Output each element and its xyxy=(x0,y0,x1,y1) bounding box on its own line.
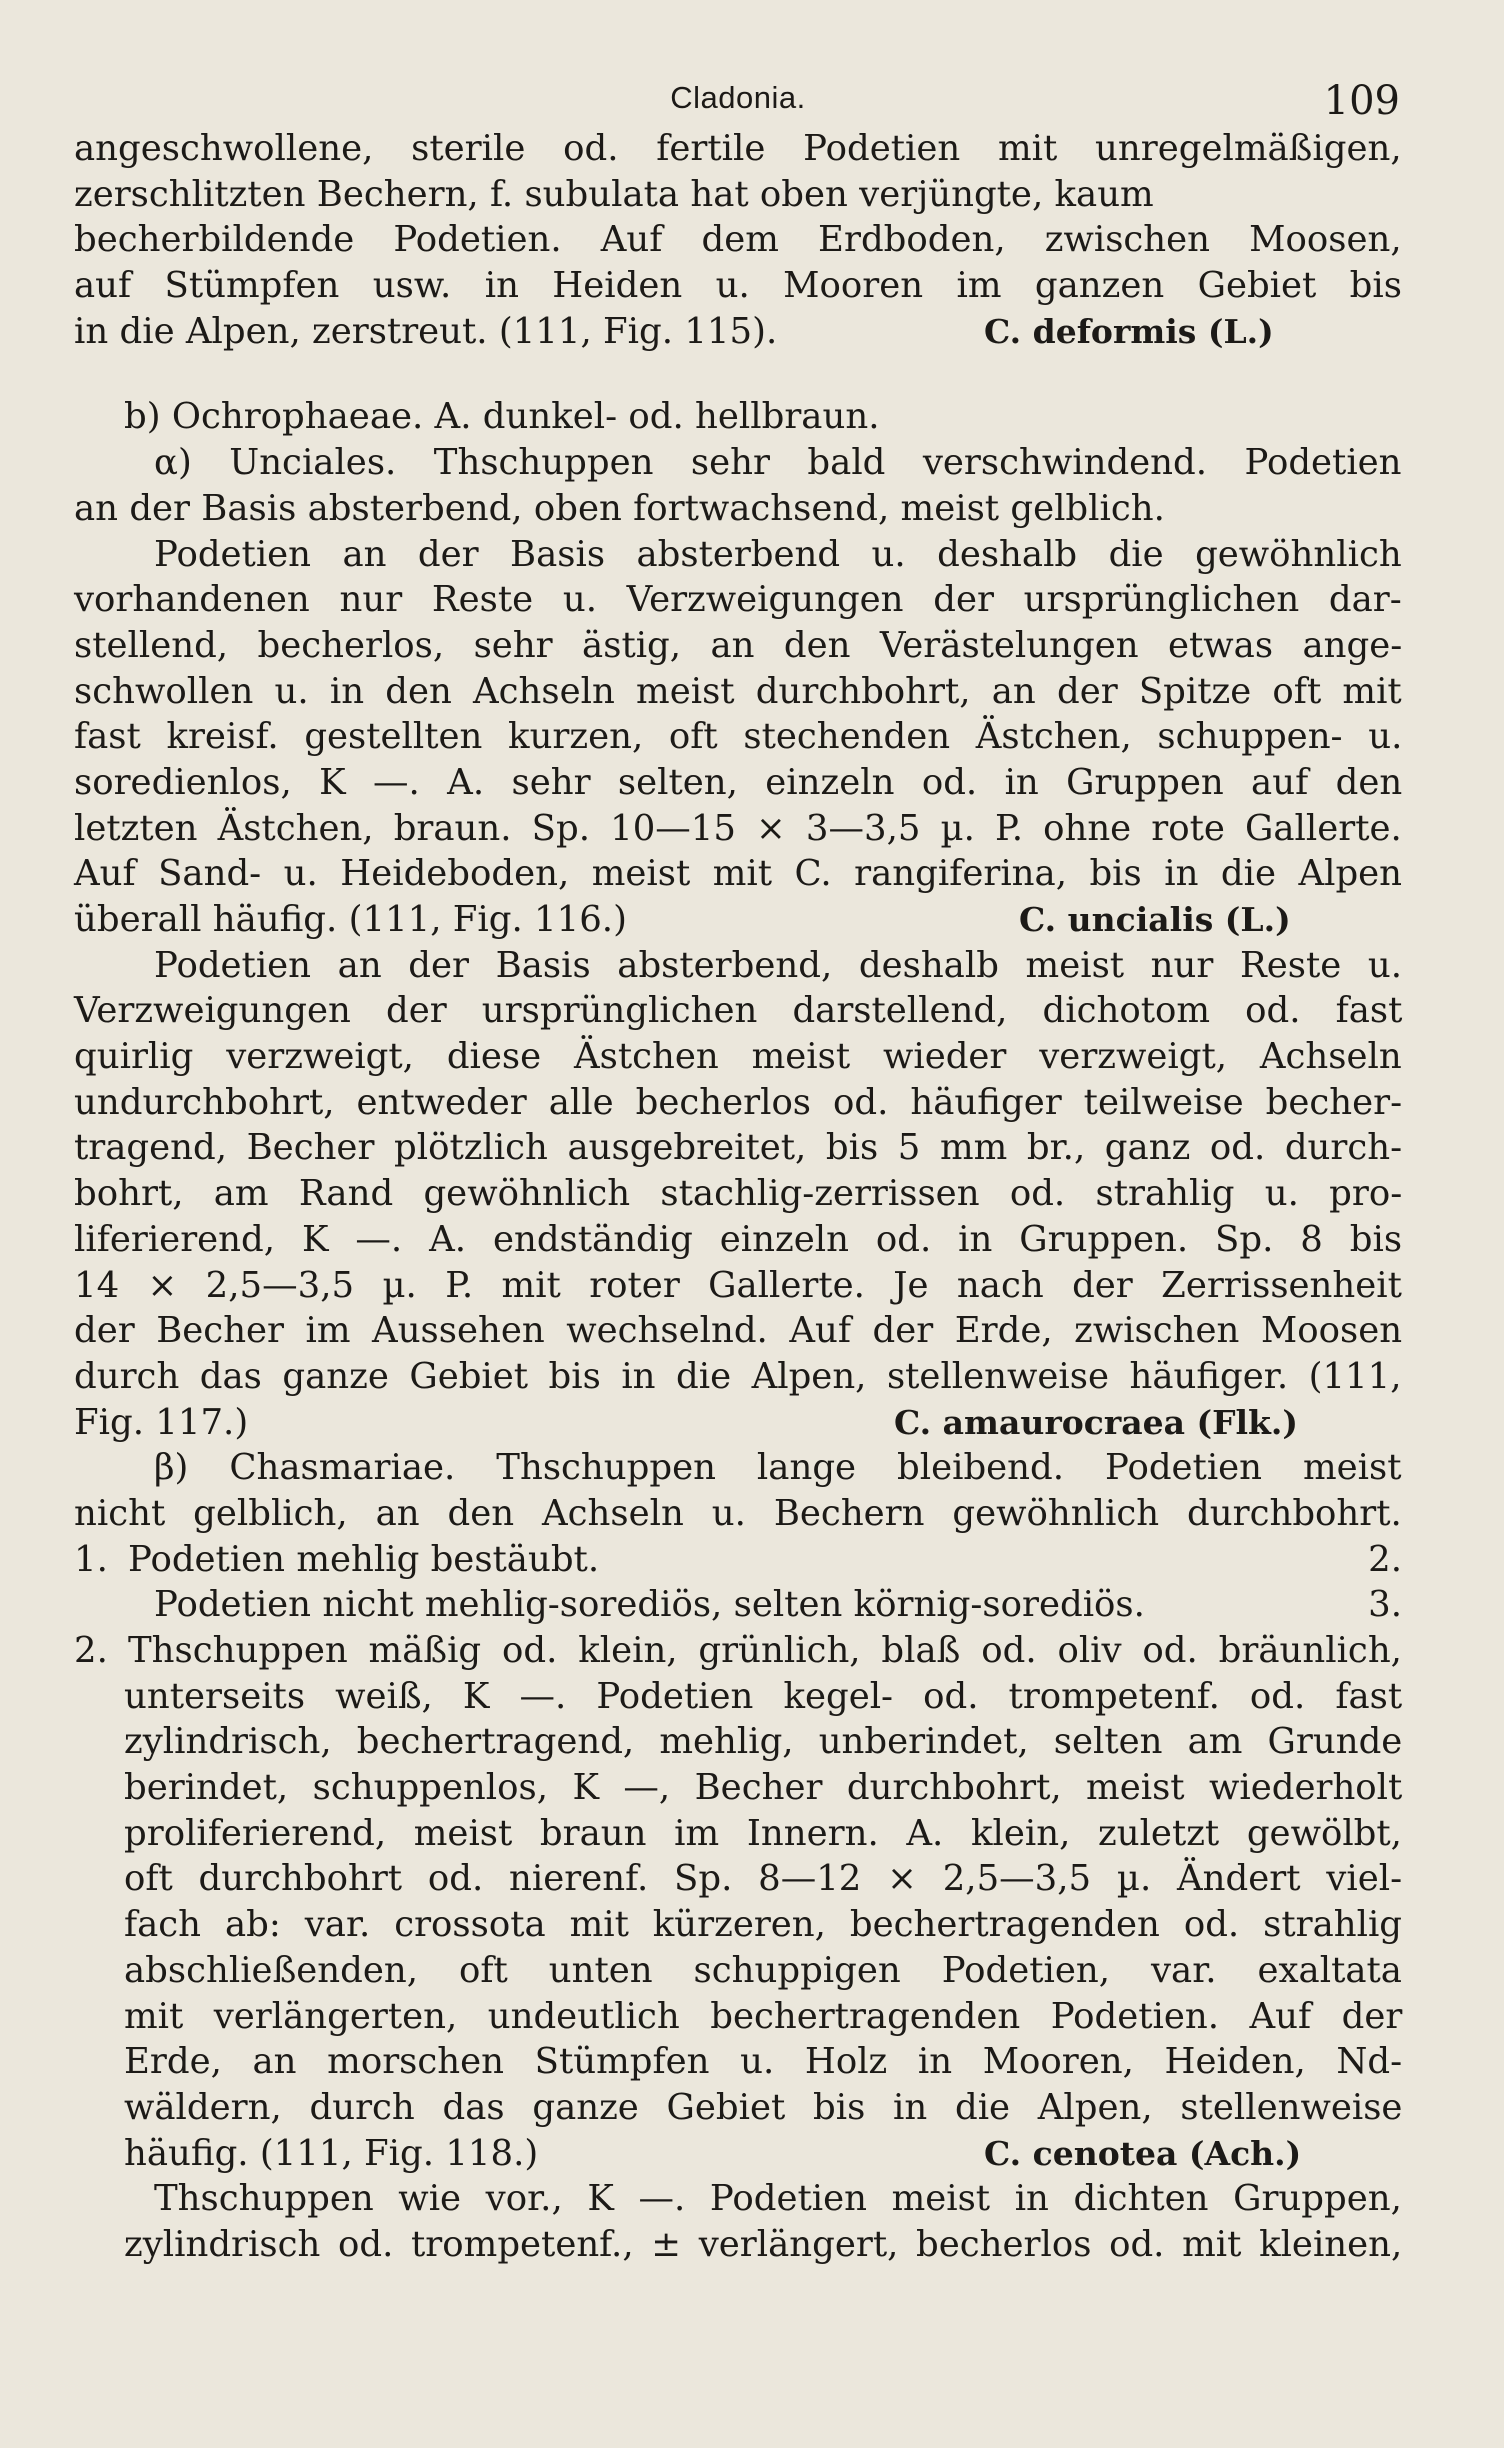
line-text: der Becher im Aussehen wechselnd. Auf der Erde, zwischen Moosen xyxy=(74,1310,1403,1352)
line-text: α) Unciales. Thschuppen sehr bald verschwindend. Podetien xyxy=(154,442,1402,484)
line-text: zerschlitzten Bechern, f. subulata hat oben verjüngte, kaum xyxy=(74,173,1154,215)
text-line xyxy=(74,1445,1402,1491)
line-text: mit verlängerten, undeutlich bechertragenden Podetien. Auf der xyxy=(124,1995,1403,2037)
line-text: überall häufig. (111, Fig. 116.) xyxy=(74,899,627,940)
text-line xyxy=(74,2131,1402,2177)
text-line xyxy=(74,806,1402,852)
page-header xyxy=(74,60,1402,126)
text-line xyxy=(74,1034,1402,1080)
line-text: Auf Sand- u. Heideboden, meist mit C. rangiferina, bis in die Alpen xyxy=(74,853,1403,895)
text-line xyxy=(74,2222,1402,2268)
species-name: C. cenotea (Ach.) xyxy=(984,2133,1302,2173)
text-line xyxy=(74,897,1402,943)
line-text: an der Basis absterbend, oben fortwachsend, meist gelblich. xyxy=(74,487,1165,529)
species-name: C. amaurocraea (Flk.) xyxy=(894,1402,1299,1442)
text-line xyxy=(74,1719,1402,1765)
text-line xyxy=(74,988,1402,1034)
line-text: Verzweigungen der ursprünglichen darstellend, dichotom od. fast xyxy=(74,990,1403,1032)
text-line xyxy=(74,440,1402,486)
key-number: 2. xyxy=(74,1630,108,1671)
line-text: quirlig verzweigt, diese Ästchen meist wieder verzweigt, Achseln xyxy=(74,1036,1402,1078)
page-number: 109 xyxy=(1323,78,1400,124)
text-line xyxy=(74,1902,1402,1948)
text-line xyxy=(74,1080,1402,1126)
body-text xyxy=(74,126,1402,2268)
line-text: b) Ochrophaeae. A. dunkel- od. hellbraun. xyxy=(124,396,880,438)
text-line xyxy=(74,623,1402,669)
line-text: abschließenden, oft unten schuppigen Podetien, var. exaltata xyxy=(124,1949,1402,1991)
line-text: Fig. 117.) xyxy=(74,1401,249,1443)
text-line xyxy=(74,760,1402,806)
text-line xyxy=(74,851,1402,897)
text-line xyxy=(74,714,1402,760)
text-line xyxy=(74,394,1402,440)
line-text: oft durchbohrt od. nierenf. Sp. 8—12 × 2,5—3,5 µ. Ändert viel- xyxy=(124,1858,1403,1900)
text-line xyxy=(74,172,1402,218)
line-text: Podetien an der Basis absterbend u. deshalb die gewöhnlich xyxy=(154,533,1402,575)
line-text: Thschuppen mäßig od. klein, grünlich, blaß od. oliv od. bräunlich, xyxy=(128,1630,1402,1671)
text-line xyxy=(74,1171,1402,1217)
line-text: 14 × 2,5—3,5 µ. P. mit roter Gallerte. Je nach der Zerrissenheit xyxy=(74,1264,1402,1306)
text-line xyxy=(74,1994,1402,2040)
text-line xyxy=(74,2176,1402,2222)
text-line xyxy=(74,577,1402,623)
running-head: Cladonia. xyxy=(670,80,806,115)
species-name: C. uncialis (L.) xyxy=(1019,900,1291,939)
text-line xyxy=(74,1400,1402,1446)
text-line xyxy=(74,1674,1402,1720)
text-line xyxy=(74,1537,1402,1583)
line-text: liferierend, K —. A. endständig einzeln od. in Gruppen. Sp. 8 bis xyxy=(74,1218,1403,1260)
line-text: undurchbohrt, entweder alle becherlos od. häufiger teilweise becher- xyxy=(74,1081,1403,1123)
text-line xyxy=(74,1582,1402,1628)
line-text: letzten Ästchen, braun. Sp. 10—15 × 3—3,5 µ. P. ohne rote Gallerte. xyxy=(74,807,1402,849)
paragraph-gap xyxy=(74,354,1402,394)
text-line xyxy=(74,486,1402,532)
line-text: in die Alpen, zerstreut. (111, Fig. 115). xyxy=(74,310,778,352)
species-name: C. deformis (L.) xyxy=(984,311,1274,351)
line-text: Podetien nicht mehlig-sorediös, selten körnig-sorediös. xyxy=(154,1584,1145,1626)
line-text: auf Stümpfen usw. in Heiden u. Mooren im ganzen Gebiet bis xyxy=(74,265,1402,307)
line-text: becherbildende Podetien. Auf dem Erdboden, zwischen Moosen, xyxy=(74,219,1402,261)
text-line xyxy=(74,1628,1402,1674)
line-text: stellend, becherlos, sehr ästig, an den Verästelungen etwas ange- xyxy=(74,624,1403,666)
text-line xyxy=(74,943,1402,989)
line-text: fach ab: var. crossota mit kürzeren, bechertragenden od. strahlig xyxy=(124,1904,1403,1946)
text-line xyxy=(74,1765,1402,1811)
text-line xyxy=(74,2085,1402,2131)
line-text: Podetien mehlig bestäubt. xyxy=(128,1538,600,1580)
text-line xyxy=(74,217,1402,263)
key-reference: 2. xyxy=(1368,1538,1402,1580)
text-line xyxy=(74,1491,1402,1537)
line-text: Thschuppen wie vor., K —. Podetien meist in dichten Gruppen, xyxy=(154,2178,1402,2220)
text-line xyxy=(74,1125,1402,1171)
line-text: vorhandenen nur Reste u. Verzweigungen der ursprünglichen dar- xyxy=(74,579,1402,621)
line-text: Podetien an der Basis absterbend, deshalb meist nur Reste u. xyxy=(154,944,1402,986)
text-line xyxy=(74,1263,1402,1309)
text-line xyxy=(74,669,1402,715)
line-text: schwollen u. in den Achseln meist durchbohrt, an der Spitze oft mit xyxy=(74,670,1402,712)
line-text: wäldern, durch das ganze Gebiet bis in die Alpen, stellenweise xyxy=(124,2086,1403,2128)
text-line xyxy=(74,1217,1402,1263)
text-line xyxy=(74,1811,1402,1857)
key-number: 1. xyxy=(74,1538,108,1580)
line-text: unterseits weiß, K —. Podetien kegel- od. trompetenf. od. fast xyxy=(124,1675,1403,1717)
line-text: bohrt, am Rand gewöhnlich stachlig-zerrissen od. strahlig u. pro- xyxy=(74,1173,1403,1215)
text-line xyxy=(74,532,1402,578)
line-text: angeschwollene, sterile od. fertile Podetien mit unregelmäßigen, xyxy=(74,128,1402,169)
line-text: soredienlos, K —. A. sehr selten, einzeln od. in Gruppen auf den xyxy=(74,761,1403,803)
text-line xyxy=(74,1308,1402,1354)
text-line xyxy=(74,1948,1402,1994)
line-text: nicht gelblich, an den Achseln u. Bechern gewöhnlich durchbohrt. xyxy=(74,1492,1402,1534)
text-line xyxy=(74,263,1402,309)
line-text: proliferierend, meist braun im Innern. A. klein, zuletzt gewölbt, xyxy=(124,1812,1402,1854)
text-line xyxy=(74,126,1402,172)
text-line xyxy=(74,1856,1402,1902)
line-text: häufig. (111, Fig. 118.) xyxy=(124,2132,539,2174)
line-text: β) Chasmariae. Thschuppen lange bleibend. Podetien meist xyxy=(154,1447,1402,1489)
line-text: zylindrisch od. trompetenf., ± verlängert, becherlos od. mit kleinen, xyxy=(124,2223,1403,2265)
line-text: durch das ganze Gebiet bis in die Alpen, stellenweise häufiger. (111, xyxy=(74,1355,1402,1397)
line-text: tragend, Becher plötzlich ausgebreitet, bis 5 mm br., ganz od. durch- xyxy=(74,1127,1403,1169)
line-text: berindet, schuppenlos, K —, Becher durchbohrt, meist wiederholt xyxy=(124,1767,1403,1809)
key-reference: 3. xyxy=(1368,1584,1402,1626)
text-line xyxy=(74,2039,1402,2085)
text-line xyxy=(74,309,1402,355)
line-text: Erde, an morschen Stümpfen u. Holz in Mooren, Heiden, Nd- xyxy=(124,2041,1403,2083)
line-text: zylindrisch, bechertragend, mehlig, unberindet, selten am Grunde xyxy=(124,1721,1403,1763)
line-text: fast kreisf. gestellten kurzen, oft stechenden Ästchen, schuppen- u. xyxy=(74,716,1403,758)
text-line xyxy=(74,1354,1402,1400)
